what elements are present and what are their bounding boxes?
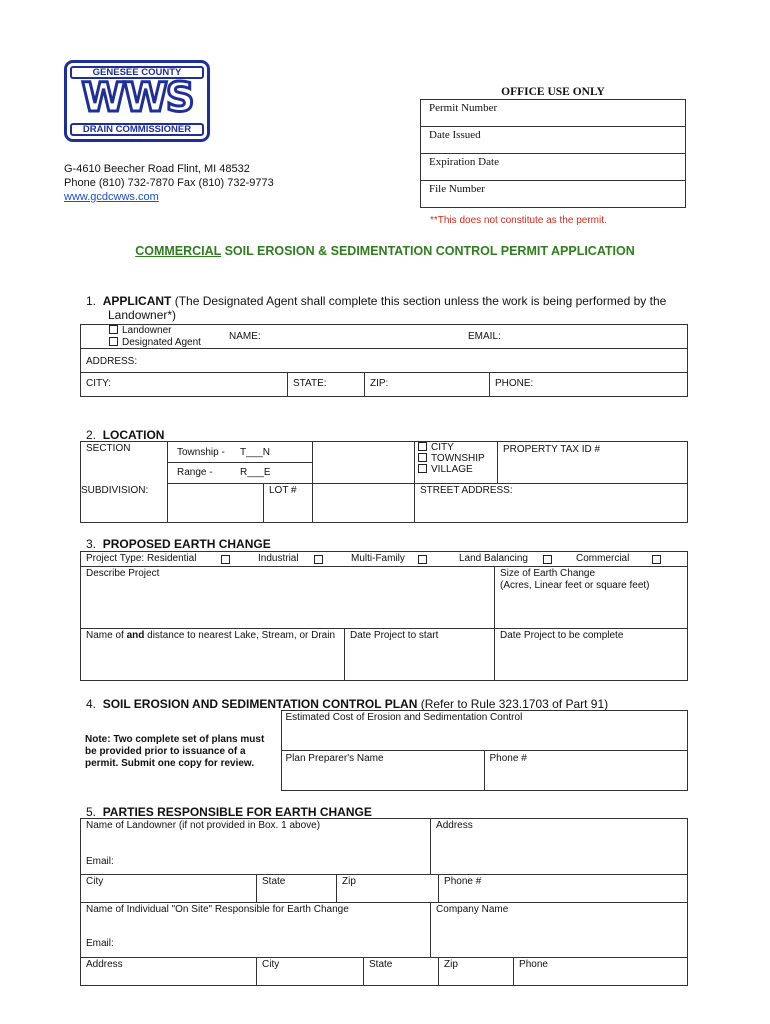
lot-field[interactable]: LOT # <box>264 484 313 523</box>
onsite-individual-field[interactable]: Name of Individual "On Site" Responsible for Earth Change Email: <box>81 903 431 958</box>
section-1-heading: 1. APPLICANT (The Designated Agent shall complete this section unless the work is being performed by the Landowner*) <box>86 294 667 322</box>
agent-option[interactable]: Designated Agent <box>109 337 201 349</box>
agency-address: G-4610 Beecher Road Flint, MI 48532 <box>64 163 250 175</box>
describe-project-field[interactable]: Describe Project <box>81 567 495 629</box>
township-field[interactable]: Township - T___N <box>168 442 312 463</box>
landowner-zip-field[interactable]: Zip <box>337 875 439 903</box>
onsite-phone-field[interactable]: Phone <box>514 958 688 986</box>
landowner-name-field[interactable]: Name of Landowner (if not provided in Box. 1 above) Email: <box>81 819 431 875</box>
industrial-label: Industrial <box>258 553 299 564</box>
onsite-address-field[interactable]: Address <box>81 958 257 986</box>
landowner-address-field[interactable]: Address <box>431 819 688 875</box>
commercial-checkbox[interactable] <box>652 555 661 564</box>
city-checkbox[interactable] <box>418 442 427 451</box>
property-tax-id-field[interactable]: PROPERTY TAX ID # <box>498 442 688 484</box>
date-issued-field[interactable]: Date Issued <box>421 127 685 154</box>
applicant-table <box>80 324 688 397</box>
logo-bottom-text: DRAIN COMMISSIONER <box>70 123 204 136</box>
street-address-field[interactable]: STREET ADDRESS: <box>415 484 688 523</box>
agency-website-link[interactable]: www.gcdcwws.com <box>64 191 159 203</box>
city-option[interactable]: CITY <box>418 442 497 453</box>
range-field[interactable]: Range - R___E <box>177 467 271 478</box>
estimated-cost-field[interactable]: Estimated Cost of Erosion and Sedimentation Control <box>281 711 687 751</box>
agent-checkbox[interactable] <box>109 337 118 346</box>
title-rest: SOIL EROSION & SEDIMENTATION CONTROL PERMIT APPLICATION <box>221 244 635 258</box>
page-title <box>0 244 770 258</box>
village-option[interactable]: VILLAGE <box>418 464 497 475</box>
landowner-state-field[interactable]: State <box>257 875 337 903</box>
onsite-state-field[interactable]: State <box>364 958 439 986</box>
expiration-date-field[interactable]: Expiration Date <box>421 154 685 181</box>
office-use-title: OFFICE USE ONLY <box>501 86 605 98</box>
agency-phone: Phone (810) 732-7870 Fax (810) 732-9773 <box>64 177 274 189</box>
location-table <box>80 441 688 523</box>
preparer-phone-field[interactable]: Phone # <box>484 751 687 791</box>
landowner-city-field[interactable]: City <box>81 875 257 903</box>
start-date-field[interactable]: Date Project to start <box>345 629 495 681</box>
multifamily-label: Multi-Family <box>351 553 405 564</box>
agency-logo <box>64 60 210 142</box>
applicant-zip-field[interactable]: ZIP: <box>365 373 490 397</box>
responsible-parties-table <box>80 818 688 986</box>
agency-contact <box>64 162 274 204</box>
onsite-zip-field[interactable]: Zip <box>439 958 514 986</box>
landowner-checkbox[interactable] <box>109 325 118 334</box>
section-field[interactable]: SECTION <box>81 442 168 523</box>
logo-main-text: WWS <box>81 75 193 121</box>
company-name-field[interactable]: Company Name <box>431 903 688 958</box>
section-5-heading: 5. PARTIES RESPONSIBLE FOR EARTH CHANGE <box>86 805 372 819</box>
title-commercial: COMMERCIAL <box>135 244 222 258</box>
permit-warning: **This does not constitute as the permit. <box>430 215 607 226</box>
onsite-city-field[interactable]: City <box>257 958 364 986</box>
village-checkbox[interactable] <box>418 464 427 473</box>
landowner-phone-field[interactable]: Phone # <box>439 875 688 903</box>
township-checkbox[interactable] <box>418 453 427 462</box>
complete-date-field[interactable]: Date Project to be complete <box>495 629 688 681</box>
section-2-heading: 2. LOCATION <box>86 428 165 442</box>
earth-change-table <box>80 551 688 681</box>
plan-preparer-field[interactable]: Plan Preparer's Name <box>281 751 484 791</box>
erosion-plan-table <box>80 710 688 791</box>
land-balancing-checkbox[interactable] <box>543 555 552 564</box>
landowner-option[interactable]: Landowner <box>109 325 201 337</box>
file-number-field[interactable]: File Number <box>429 183 485 195</box>
subdivision-field[interactable]: SUBDIVISION: <box>168 484 264 523</box>
applicant-email-field[interactable]: EMAIL: <box>468 331 501 342</box>
industrial-checkbox[interactable] <box>314 555 323 564</box>
project-type-label: Project Type: Residential <box>86 553 197 564</box>
size-of-earth-change-field[interactable]: Size of Earth Change (Acres, Linear feet or square feet) <box>495 567 688 629</box>
applicant-city-field[interactable]: CITY: <box>81 373 288 397</box>
multifamily-checkbox[interactable] <box>418 555 427 564</box>
section-3-heading: 3. PROPOSED EARTH CHANGE <box>86 537 271 551</box>
applicant-phone-field[interactable]: PHONE: <box>490 373 688 397</box>
commercial-label: Commercial <box>576 553 630 564</box>
office-use-box <box>420 99 686 208</box>
logo-top-text: GENESEE COUNTY <box>70 66 204 79</box>
section-4-heading: 4. SOIL EROSION AND SEDIMENTATION CONTROL PLAN (Refer to Rule 323.1703 of Part 91) <box>86 697 609 711</box>
township-option[interactable]: TOWNSHIP <box>418 453 497 464</box>
applicant-state-field[interactable]: STATE: <box>288 373 365 397</box>
land-balancing-label: Land Balancing <box>459 553 528 564</box>
applicant-name-field[interactable]: NAME: <box>229 331 261 342</box>
residential-checkbox[interactable] <box>221 555 230 564</box>
nearest-water-field[interactable]: Name of and distance to nearest Lake, Stream, or Drain <box>81 629 345 681</box>
plans-note: Note: Two complete set of plans must be provided prior to issuance of a permit. Submit one copy for review. <box>85 733 265 769</box>
permit-number-field[interactable]: Permit Number <box>421 100 685 127</box>
applicant-address-field[interactable]: ADDRESS: <box>81 349 688 373</box>
